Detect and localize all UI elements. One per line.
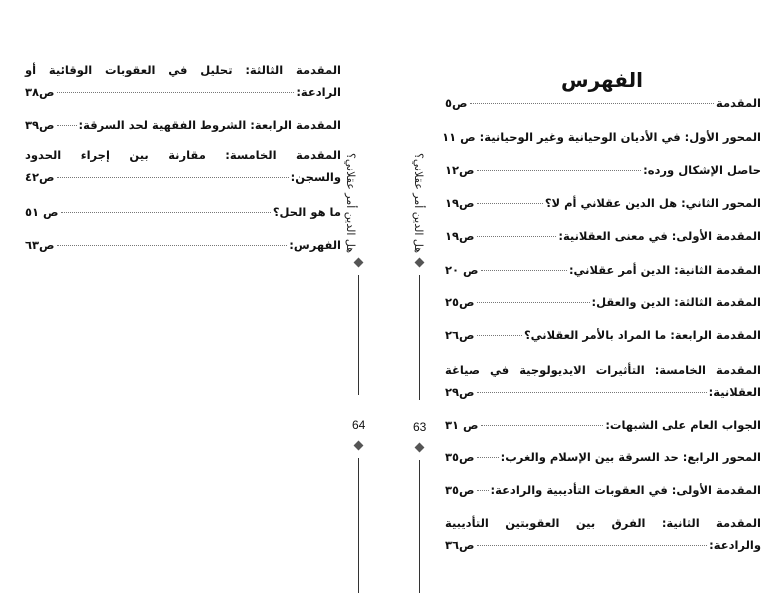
- toc-entry: [445, 192, 761, 214]
- toc-entry-line: المقدمة الخامسة: التأثيرات الايديولوجية في صياغة: [445, 363, 761, 377]
- divider-line: [419, 275, 420, 400]
- toc-entry: [442, 126, 761, 148]
- toc-entry-label: العقلانية:: [708, 385, 761, 399]
- toc-entry-label: المقدمة الثانية: الدين أمر عقلاني:: [568, 263, 761, 277]
- leader-dots: [477, 302, 590, 303]
- leader-dots: [57, 92, 295, 93]
- toc-page-number: ص ٣١: [445, 418, 479, 432]
- leader-dots: [477, 545, 708, 546]
- divider-line: [419, 460, 420, 593]
- running-head: هل الدين أمر عقلاني؟: [412, 152, 425, 253]
- toc-entry-label: ما هو الحل؟: [272, 205, 341, 219]
- toc-entry: [25, 59, 341, 103]
- toc-page-number: ص ٢٠: [445, 263, 479, 277]
- right-page: [389, 0, 778, 601]
- toc-page-number: ص٦٣: [25, 238, 55, 252]
- toc-entry: [445, 225, 761, 247]
- toc-entry: [25, 144, 341, 188]
- toc-page-number: ص٢٦: [445, 328, 475, 342]
- toc-entry-label: الجواب العام على الشبهات:: [605, 418, 761, 432]
- toc-entry-label: الرادعة:: [296, 85, 341, 99]
- leader-dots: [477, 457, 499, 458]
- leader-dots: [57, 245, 288, 246]
- divider-line: [358, 458, 359, 593]
- toc-entry: [25, 201, 341, 223]
- leader-dots: [477, 203, 543, 204]
- toc-page-number: ص٣٩: [25, 118, 55, 132]
- diamond-ornament: [354, 258, 364, 268]
- leader-dots: [57, 177, 289, 178]
- toc-page-number: ص١٩: [445, 196, 475, 210]
- toc-page-number: ص ١١: [442, 130, 476, 144]
- toc-entry-label: المحور الثاني: هل الدين عقلاني أم لا؟: [544, 196, 761, 210]
- toc-entry: [25, 114, 341, 136]
- leader-dots: [477, 335, 522, 336]
- toc-page-number: ص١٢: [445, 163, 475, 177]
- toc-entry-label: المقدمة الثالثة: الدين والعقل:: [591, 295, 761, 309]
- toc-entry-label: المقدمة: [716, 96, 761, 110]
- toc-page-number: ص١٩: [445, 229, 475, 243]
- toc-entry: [445, 92, 761, 114]
- leader-dots: [477, 392, 707, 393]
- toc-entry: [445, 291, 761, 313]
- toc-entry-line: المقدمة الثانية: الفرق بين العقوبتين التأديبية: [445, 516, 761, 530]
- toc-page-number: ص٣٥: [445, 483, 475, 497]
- leader-dots: [57, 125, 77, 126]
- toc-entry: [445, 159, 761, 181]
- toc-page-number: ص٣٦: [445, 538, 475, 552]
- toc-entry-label: الفهرس:: [289, 238, 341, 252]
- toc-page-number: ص٣٨: [25, 85, 55, 99]
- toc-entry-label: المقدمة الأولى: في العقوبات التأديبية والرادعة:: [490, 483, 761, 497]
- diamond-ornament: [415, 258, 425, 268]
- leader-dots: [470, 103, 715, 104]
- leader-dots: [477, 236, 557, 237]
- toc-entry: [25, 234, 341, 256]
- leader-dots: [61, 212, 271, 213]
- leader-dots: [481, 270, 567, 271]
- toc-entry-line: المقدمة الخامسة: مقارنة بين إجراء الحدود: [25, 148, 341, 162]
- diamond-ornament: [354, 441, 364, 451]
- leader-dots: [477, 170, 642, 171]
- toc-entry: [445, 324, 761, 346]
- diamond-ornament: [415, 443, 425, 453]
- toc-entry-label: المحور الرابع: حد السرقة بين الإسلام والغرب:: [500, 450, 761, 464]
- toc-entry-line: المقدمة الثالثة: تحليل في العقوبات الوقائية أو: [25, 63, 341, 77]
- toc-entry: [445, 446, 761, 468]
- toc-entry-label: المقدمة الرابعة: ما المراد بالأمر العقلاني؟: [523, 328, 761, 342]
- divider-line: [358, 275, 359, 395]
- toc-entry-label: حاصل الإشكال ورده:: [643, 163, 761, 177]
- toc-entry-label: المقدمة الأولى: في معنى العقلانية:: [558, 229, 761, 243]
- toc-page-number: ص٥: [445, 96, 468, 110]
- toc-page-number: ص٢٥: [445, 295, 475, 309]
- page-number: 63: [413, 420, 427, 434]
- toc-entry-label: والسجن:: [290, 170, 341, 184]
- leader-dots: [481, 425, 604, 426]
- toc-entry: [445, 479, 761, 501]
- toc-entry: [445, 259, 761, 281]
- toc-page-number: ص ٥١: [25, 205, 59, 219]
- toc-page-number: ص٣٥: [445, 450, 475, 464]
- toc-entry: [445, 414, 761, 436]
- toc-entry-label: المقدمة الرابعة: الشروط الفقهية لحد السرقة:: [78, 118, 341, 132]
- toc-entry: [445, 512, 761, 556]
- toc-page-number: ص٤٢: [25, 170, 55, 184]
- toc-page-number: ص٢٩: [445, 385, 475, 399]
- page-title: الفهرس: [561, 68, 644, 92]
- leader-dots: [477, 490, 489, 491]
- toc-entry: [445, 359, 761, 403]
- toc-entry-label: والرادعة:: [709, 538, 761, 552]
- toc-entry-label: المحور الأول: في الأديان الوحيانية وغير الوحيانية:: [479, 130, 761, 144]
- running-head: هل الدين أمر عقلاني؟: [344, 152, 357, 253]
- page-number: 64: [352, 418, 366, 432]
